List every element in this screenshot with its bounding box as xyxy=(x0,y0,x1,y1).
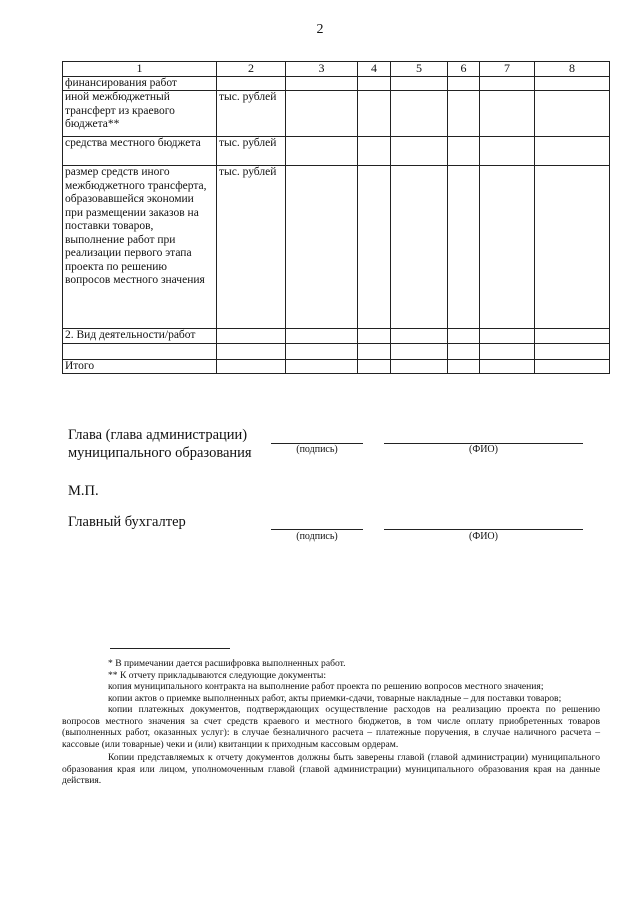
row-unit: тыс. рублей xyxy=(217,137,286,166)
header-col-6: 6 xyxy=(448,62,480,77)
footnote-doc-1: копия муниципального контракта на выполнение работ проекта по решению вопросов местного значения; xyxy=(108,681,544,692)
head-fio-caption: (ФИО) xyxy=(468,444,498,455)
table-row xyxy=(63,76,610,91)
stamp-label: М.П. xyxy=(68,483,99,499)
row-unit xyxy=(217,359,286,374)
accountant-fio-line xyxy=(384,529,583,530)
row-name: финансирования работ xyxy=(63,76,217,91)
accountant-signature-caption: (подпись) xyxy=(296,531,338,542)
head-title-line2: муниципального образования xyxy=(68,445,252,461)
footnote-certification: Копии представляемых к отчету документов должны быть заверены главой (главой администрации) муниципального образования края или лицом, уполномоченным главой (главой администрации) муниципального образования края на данные действия. xyxy=(62,752,600,786)
footnote-doc-2: копии актов о приемке выполненных работ, акты приемки-сдачи, товарные накладные – для поставки товаров; xyxy=(108,692,562,704)
row-unit xyxy=(217,76,286,91)
row-unit: тыс. рублей xyxy=(217,166,286,329)
header-col-1: 1 xyxy=(63,62,217,77)
row-name: средства местного бюджета xyxy=(63,137,217,166)
row-name: размер средств иного межбюджетного трансферта, образовавшейся экономии при размещении заказов на поставки товаров, выполнение работ при реализации первого этапа проекта по решению вопросов местного значения xyxy=(63,166,217,329)
head-signature-caption: (подпись) xyxy=(296,444,338,455)
footnote-1: * В примечании дается расшифровка выполненных работ. xyxy=(108,658,346,669)
row-name: Итого xyxy=(63,359,217,374)
header-col-2: 2 xyxy=(217,62,286,77)
accountant-title: Главный бухгалтер xyxy=(68,514,186,530)
row-name: 2. Вид деятельности/работ xyxy=(63,329,217,344)
page-number: 2 xyxy=(316,22,324,37)
head-title-line1: Глава (глава администрации) xyxy=(68,427,248,443)
table-row xyxy=(63,359,610,374)
header-col-5: 5 xyxy=(391,62,448,77)
table-header-row xyxy=(63,62,610,77)
accountant-fio-caption: (ФИО) xyxy=(468,531,498,542)
footnote-doc-3: копии платежных документов, подтверждающих осуществление расходов на реализацию проекта по решению вопросов местного значения за счет средств краевого и местного бюджетов, в том числе оплату приобретенных товаров (выполненных работ, оказанных услуг): в случае безналичного расчета – платежные поручения, в случае наличного расчета – кассовые (или товарные) чеки и (или) квитанции к приходным кассовым ордерам. xyxy=(62,704,600,750)
row-unit xyxy=(217,343,286,359)
header-col-8: 8 xyxy=(535,62,610,77)
row-unit xyxy=(217,329,286,344)
row-name: иной межбюджетный трансферт из краевого бюджета** xyxy=(63,91,217,137)
footnote-separator xyxy=(110,648,230,649)
table-row xyxy=(63,343,610,359)
report-table xyxy=(62,61,610,374)
table-row xyxy=(63,137,610,166)
table-row xyxy=(63,329,610,344)
table-row xyxy=(63,91,610,137)
table-row xyxy=(63,166,610,329)
footnote-2: ** К отчету прикладываются следующие документы: xyxy=(108,669,327,681)
accountant-signature-line xyxy=(271,529,363,530)
row-unit: тыс. рублей xyxy=(217,91,286,137)
header-col-7: 7 xyxy=(480,62,535,77)
header-col-4: 4 xyxy=(358,62,391,77)
header-col-3: 3 xyxy=(286,62,358,77)
row-name xyxy=(63,343,217,359)
footnotes xyxy=(62,658,600,787)
